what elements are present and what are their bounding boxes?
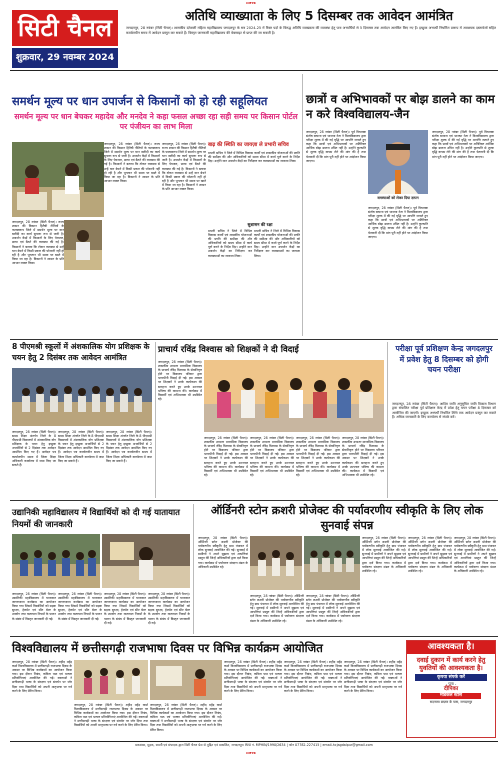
- paddy-box-title: बाढ़ की स्थिति का जायज़ा ले प्रभारी सचिव: [208, 142, 289, 148]
- footer-imprint: प्रकाशक, मुद्रक, स्वामी एवं संपादक द्वारा सिटी चैनल प्रेस से मुद्रित एवं प्रकाशित, जगदलपुर। RNI नं. MPHIN/1990/2634 | फोन 07782-227415 | email-hcjagdalpur@gmail.com: [135, 743, 373, 747]
- masthead-title: सिटी चैनल: [12, 10, 118, 46]
- students-body-col2: जगदलपुर, 28 नवंबर (सिटी चैनल)। पूर्व विधायक संतोष बाफना एवं भाजपा नेता ने विश्वविद्यालय द्वारा परीक्षा शुल्क में की गई वृद्धि पर आपत्ति जताते हुए कहा कि छात्रों एवं अभिभावकों पर अतिरिक्त आर्थिक बोझ डालना उचित नहीं है। उन्होंने कुलपति से शुल्क वृद्धि वापस लेने की मांग की है तथा चेतावनी दी कि मांग पूरी नहीं होने पर आंदोलन किया जाएगा।: [368, 206, 428, 239]
- classified-title: आवश्यकता है।: [407, 641, 495, 654]
- divider: [10, 70, 498, 71]
- college-photo-1: [12, 534, 100, 588]
- paddy-body-col2: जगदलपुर, 28 नवंबर (सिटी चैनल)। राज्य शासन की किसान हितैषी नीतियों के फलस्वरूप जिले में समर्थन मूल्य पर धान खरीदी का कार्य सुचारू रूप से जारी है। उपार्जन केंद्रों में किसानों के लिए पेयजल, छाया एवं बैठने की व्यवस्था की गई है। किसानों ने बताया कि टोकन व्यवस्था से उन्हें धान बेचने में किसी प्रकार की परेशानी नहीं हो रही है और भुगतान भी समय पर खाते में किया जा रहा है। किसानों ने शासन के प्रति आभार व्यक्त किया।: [104, 142, 160, 183]
- classified-line2: कृपया संपर्क करें: [415, 674, 487, 681]
- stone-headline: ऑर्डिनरी स्टोन क्रशरी प्रोजेक्ट की पर्यावरणीय स्वीकृति के लिए लोक सुनवाई संपन्न: [210, 504, 484, 532]
- paddy-headline: समर्थन मूल्य पर धान उपार्जन से किसानों को हो रही सहूलियत: [12, 94, 268, 108]
- divider: [10, 500, 498, 501]
- masthead-logo: [12, 10, 118, 68]
- stone-body-col6: जगदलपुर, 28 नवंबर (सिटी चैनल)। ऑर्डिनरी स्टोन क्रशरी प्रोजेक्ट की पर्यावरणीय स्वीकृति हेतु ग्राम पंचायत में लोक सुनवाई आयोजित की गई। सुनवाई में ग्रामीणों ने अपने सुझाव एवं आपत्तियां प्रस्तुत कीं जिन्हें अधिकारियों द्वारा दर्ज किया गया। कार्यक्रम में पर्यावरण संरक्षण मंडल के अधिकारी उपस्थित रहे।: [454, 536, 496, 573]
- divider: [302, 74, 303, 336]
- university-photo-2: [150, 660, 222, 700]
- principal-body-col3: जगदलपुर, 28 नवंबर (सिटी चैनल)। शासकीय उच्चतर माध्यमिक विद्यालय के प्राचार्य रविंद्र विश्वास के सेवानिवृत्त होने पर विद्यालय परिवार द्वारा भावभीनी विदाई दी गई। इस अवसर पर शिक्षकों ने उनके कार्यकाल की सराहना करते हुए उनके उज्ज्वल भविष्य की कामना की। कार्यक्रम में विद्यार्थी एवं अभिभावक भी उपस्थित रहे।: [250, 436, 294, 477]
- university-body-col6: जगदलपुर, 28 नवंबर (सिटी चैनल)। शहीद महेंद्र कर्मा विश्वविद्यालय में छत्तीसगढ़ी राजभाषा दिवस के अवसर पर विभिन्न कार्यक्रमों का आयोजन किया गया। इस दौरान निबंध, कविता पाठ एवं भाषण प्रतियोगिताएं आयोजित की गईं। वक्ताओं ने छत्तीसगढ़ी भाषा के संरक्षण एवं संवर्धन पर जोर दिया तथा विद्यार्थियों को अपनी मातृभाषा पर गर्व करने के लिए प्रेरित किया।: [344, 660, 402, 693]
- cmyk-mark-top: CMYK: [246, 1, 256, 5]
- students-headline: छात्रों व अभिभावकों पर बोझ डालने का काम न करे विश्वविद्यालय-जैन: [306, 92, 495, 121]
- divider: [387, 342, 388, 498]
- students-body-col1: जगदलपुर, 28 नवंबर (सिटी चैनल)। पूर्व विधायक संतोष बाफना एवं भाजपा नेता ने विश्वविद्यालय द्वारा परीक्षा शुल्क में की गई वृद्धि पर आपत्ति जताते हुए कहा कि छात्रों एवं अभिभावकों पर अतिरिक्त आर्थिक बोझ डालना उचित नहीं है। उन्होंने कुलपति से शुल्क वृद्धि वापस लेने की मांग की है तथा चेतावनी दी कि मांग पूरी नहीं होने पर आंदोलन किया जाएगा।: [306, 130, 366, 163]
- stone-photo-1: [250, 536, 302, 590]
- paddy-box-body-2: प्रभारी सचिव ने जिले में विभिन्न विकास कार्यों एवं शासकीय योजनाओं की प्रगति की समीक्षा की और अधिकारियों को समय सीमा में कार्य पूर्ण करने के निर्देश दिए। उन्होंने धान उपार्जन केंद्रों का निरीक्षण कर व्यवस्थाओं का जायजा लिया।: [208, 229, 252, 258]
- training-headline: 8 पीएमश्री स्कूलों में अंशकालिक योग प्रशिक्षक के चयन हेतु 2 दिसंबर तक आवेदन आमंत्रित: [12, 342, 150, 362]
- university-headline: विश्वविद्यालय में छत्तीसगढ़ी राजभाषा दिवस पर विभिन्न कार्यक्रम आयोजित: [12, 641, 323, 655]
- divider: [10, 636, 498, 637]
- cmyk-mark-bottom: CMYK: [246, 751, 256, 755]
- divider: [155, 342, 156, 498]
- paddy-body-col3: जगदलपुर, 28 नवंबर (सिटी चैनल)। राज्य शासन की किसान हितैषी नीतियों के फलस्वरूप जिले में समर्थन मूल्य पर धान खरीदी का कार्य सुचारू रूप से जारी है। उपार्जन केंद्रों में किसानों के लिए पेयजल, छाया एवं बैठने की व्यवस्था की गई है। किसानों ने बताया कि टोकन व्यवस्था से उन्हें धान बेचने में किसी प्रकार की परेशानी नहीं हो रही है और भुगतान भी समय पर खाते में किया जा रहा है। किसानों ने शासन के प्रति आभार व्यक्त किया।: [162, 142, 206, 192]
- training-photo: [12, 368, 152, 426]
- college-photo-2: [102, 534, 190, 588]
- training-body-col1: जगदलपुर, 28 नवंबर (सिटी चैनल)। समग्र शिक्षा अंतर्गत जिले के 8 पीएमश्री विद्यालयों में अंशकालिक योग प्रशिक्षक के चयन हेतु इच्छुक अभ्यर्थियों से 2 दिसंबर तक आवेदन आमंत्रित किए गए हैं। आवेदन पत्र कार्यालयीन समय में जिला शिक्षा अधिकारी कार्यालय में जमा किए जा सकते हैं।: [12, 430, 56, 467]
- college-body-col1: जगदलपुर, 28 नवंबर (सिटी चैनल)। उद्यानिकी महाविद्यालय में यातायात जागरूकता कार्यक्रम का आयोजन किया गया जिसमें विद्यार्थियों को सड़क सुरक्षा, हेलमेट एवं सीट बेल्ट के उपयोग तथा यातायात नियमों के पालन के संबंध में विस्तृत जानकारी दी गई।: [12, 592, 56, 621]
- principal-headline: प्राचार्य रविंद्र विश्वास को शिक्षकों ने दी विदाई: [158, 345, 299, 355]
- college-headline: उद्यानिकी महाविद्यालय में विद्यार्थियों को दी गई यातायात नियमों की जानकारी: [12, 507, 180, 529]
- paddy-photo-2: [64, 220, 102, 270]
- paddy-body-col1: जगदलपुर, 28 नवंबर (सिटी चैनल)। राज्य शासन की किसान हितैषी नीतियों के फलस्वरूप जिले में समर्थन मूल्य पर धान खरीदी का कार्य सुचारू रूप से जारी है। उपार्जन केंद्रों में किसानों के लिए पेयजल, छाया एवं बैठने की व्यवस्था की गई है। किसानों ने बताया कि टोकन व्यवस्था से उन्हें धान बेचने में किसी प्रकार की परेशानी नहीं हो रही है और भुगतान भी समय पर खाते में किया जा रहा है। किसानों ने शासन के प्रति आभार व्यक्त किया।: [12, 220, 64, 265]
- exam-headline: परीक्षा पूर्व प्रशिक्षण केन्द्र जगदलपुर में प्रवेश हेतु 8 दिसम्बर को होगी चयन परीक्षा: [395, 344, 493, 374]
- university-body-col3: जगदलपुर, 28 नवंबर (सिटी चैनल)। शहीद महेंद्र कर्मा विश्वविद्यालय में छत्तीसगढ़ी राजभाषा दिवस के अवसर पर विभिन्न कार्यक्रमों का आयोजन किया गया। इस दौरान निबंध, कविता पाठ एवं भाषण प्रतियोगिताएं आयोजित की गईं। वक्ताओं ने छत्तीसगढ़ी भाषा के संरक्षण एवं संवर्धन पर जोर दिया तथा विद्यार्थियों को अपनी मातृभाषा पर गर्व करने के लिए प्रेरित किया।: [150, 703, 222, 732]
- stone-body-col5: जगदलपुर, 28 नवंबर (सिटी चैनल)। ऑर्डिनरी स्टोन क्रशरी प्रोजेक्ट की पर्यावरणीय स्वीकृति हेतु ग्राम पंचायत में लोक सुनवाई आयोजित की गई। सुनवाई में ग्रामीणों ने अपने सुझाव एवं आपत्तियां प्रस्तुत कीं जिन्हें अधिकारियों द्वारा दर्ज किया गया। कार्यक्रम में पर्यावरण संरक्षण मंडल के अधिकारी उपस्थित रहे।: [408, 536, 452, 573]
- university-photo-1: [74, 660, 148, 700]
- stone-body-col3: जगदलपुर, 28 नवंबर (सिटी चैनल)। ऑर्डिनरी स्टोन क्रशरी प्रोजेक्ट की पर्यावरणीय स्वीकृति हेतु ग्राम पंचायत में लोक सुनवाई आयोजित की गई। सुनवाई में ग्रामीणों ने अपने सुझाव एवं आपत्तियां प्रस्तुत कीं जिन्हें अधिकारियों द्वारा दर्ज किया गया। कार्यक्रम में पर्यावरण संरक्षण मंडल के अधिकारी उपस्थित रहे।: [306, 594, 360, 623]
- stone-body-col2: जगदलपुर, 28 नवंबर (सिटी चैनल)। ऑर्डिनरी स्टोन क्रशरी प्रोजेक्ट की पर्यावरणीय स्वीकृति हेतु ग्राम पंचायत में लोक सुनवाई आयोजित की गई। सुनवाई में ग्रामीणों ने अपने सुझाव एवं आपत्तियां प्रस्तुत कीं जिन्हें अधिकारियों द्वारा दर्ज किया गया। कार्यक्रम में पर्यावरण संरक्षण मंडल के अधिकारी उपस्थित रहे।: [250, 594, 304, 623]
- students-caption: समस्याओं को लेकर दिया ज्ञापन: [377, 196, 419, 200]
- paddy-photo-1: [12, 142, 104, 217]
- students-portrait: [368, 130, 428, 194]
- divider: [193, 504, 194, 634]
- top-story-body: जगदलपुर, 28 नवंबर (सिटी चैनल)। शासकीय दंतेश्वरी महिला महाविद्यालय जगदलपुर के सत्र 2024-25 में रिक्त पदों के विरुद्ध अतिथि व्याख्याता की व्यवस्था हेतु पात्र अभ्यर्थियों से 5 दिसम्बर तक आवेदन आमंत्रित किए गए हैं। इच्छुक अभ्यर्थी निर्धारित प्रारूप में आवश्यक दस्तावेजों सहित कार्यालयीन समय में आवेदन प्रस्तुत कर सकते हैं। विस्तृत जानकारी महाविद्यालय की वेबसाइट से प्राप्त की जा सकती है।: [126, 26, 496, 35]
- divider: [10, 741, 498, 742]
- university-body-col4: जगदलपुर, 28 नवंबर (सिटी चैनल)। शहीद महेंद्र कर्मा विश्वविद्यालय में छत्तीसगढ़ी राजभाषा दिवस के अवसर पर विभिन्न कार्यक्रमों का आयोजन किया गया। इस दौरान निबंध, कविता पाठ एवं भाषण प्रतियोगिताएं आयोजित की गईं। वक्ताओं ने छत्तीसगढ़ी भाषा के संरक्षण एवं संवर्धन पर जोर दिया तथा विद्यार्थियों को अपनी मातृभाषा पर गर्व करने के लिए प्रेरित किया।: [224, 660, 282, 693]
- masthead-date: शुक्रवार, 29 नवम्बर 2024: [12, 48, 118, 68]
- university-body-col5: जगदलपुर, 28 नवंबर (सिटी चैनल)। शहीद महेंद्र कर्मा विश्वविद्यालय में छत्तीसगढ़ी राजभाषा दिवस के अवसर पर विभिन्न कार्यक्रमों का आयोजन किया गया। इस दौरान निबंध, कविता पाठ एवं भाषण प्रतियोगिताएं आयोजित की गईं। वक्ताओं ने छत्तीसगढ़ी भाषा के संरक्षण एवं संवर्धन पर जोर दिया तथा विद्यार्थियों को अपनी मातृभाषा पर गर्व करने के लिए प्रेरित किया।: [284, 660, 342, 693]
- classified-line4: दीपिका: [443, 686, 459, 692]
- college-body-col2: जगदलपुर, 28 नवंबर (सिटी चैनल)। उद्यानिकी महाविद्यालय में यातायात जागरूकता कार्यक्रम का आयोजन किया गया जिसमें विद्यार्थियों को सड़क सुरक्षा, हेलमेट एवं सीट बेल्ट के उपयोग तथा यातायात नियमों के पालन के संबंध में विस्तृत जानकारी दी गई।: [58, 592, 102, 621]
- classified-line6: सदनामा बाज़ार के पास, जगदलपुर: [429, 699, 473, 704]
- exam-body: जगदलपुर, 28 नवंबर (सिटी चैनल)। आदिम जाति अनुसूचित जाति विकास विभाग द्वारा संचालित परीक्षा पूर्व प्रशिक्षण केन्द्र में प्रवेश हेतु चयन परीक्षा 8 दिसम्बर को आयोजित की जाएगी। इच्छुक अभ्यर्थी निर्धारित तिथि तक आवेदन प्रस्तुत कर सकते हैं। अधिक जानकारी के लिए कार्यालय से संपर्क करें।: [392, 402, 496, 420]
- stone-photo-2: [304, 536, 360, 590]
- training-body-col3: जगदलपुर, 28 नवंबर (सिटी चैनल)। समग्र शिक्षा अंतर्गत जिले के 8 पीएमश्री विद्यालयों में अंशकालिक योग प्रशिक्षक के चयन हेतु इच्छुक अभ्यर्थियों से 2 दिसंबर तक आवेदन आमंत्रित किए गए हैं। आवेदन पत्र कार्यालयीन समय में जिला शिक्षा अधिकारी कार्यालय में जमा किए जा सकते हैं।: [106, 430, 152, 463]
- classified-line5: मेडिकल स्टोर्स: [421, 693, 481, 699]
- paddy-box-body: प्रभारी सचिव ने जिले में विभिन्न विकास कार्यों एवं शासकीय योजनाओं की प्रगति की समीक्षा की और अधिकारियों को समय सीमा में कार्य पूर्ण करने के निर्देश दिए। उन्होंने धान उपार्जन केंद्रों का निरीक्षण कर व्यवस्थाओं का जायजा लिया।: [208, 151, 300, 164]
- classified-line1: दवाई दुकान में कार्य करने हेतु युवतियों की आवश्यकता है।: [416, 656, 486, 672]
- stone-body-col1: जगदलपुर, 28 नवंबर (सिटी चैनल)। ऑर्डिनरी स्टोन क्रशरी प्रोजेक्ट की पर्यावरणीय स्वीकृति हेतु ग्राम पंचायत में लोक सुनवाई आयोजित की गई। सुनवाई में ग्रामीणों ने अपने सुझाव एवं आपत्तियां प्रस्तुत कीं जिन्हें अधिकारियों द्वारा दर्ज किया गया। कार्यक्रम में पर्यावरण संरक्षण मंडल के अधिकारी उपस्थित रहे।: [198, 536, 248, 569]
- classified-ad: [406, 640, 496, 738]
- paddy-subhead: समर्थन मूल्य पर धान बेचकर महादेव और मनदेव ने कहा फसल अच्छा रहा सही समय पर किसान पोर्टल पर पंजीयन का लाभ मिला: [14, 112, 298, 131]
- principal-body-col1: जगदलपुर, 28 नवंबर (सिटी चैनल)। शासकीय उच्चतर माध्यमिक विद्यालय के प्राचार्य रविंद्र विश्वास के सेवानिवृत्त होने पर विद्यालय परिवार द्वारा भावभीनी विदाई दी गई। इस अवसर पर शिक्षकों ने उनके कार्यकाल की सराहना करते हुए उनके उज्ज्वल भविष्य की कामना की। कार्यक्रम में विद्यार्थी एवं अभिभावक भी उपस्थित रहे।: [158, 360, 202, 401]
- university-body-col1: जगदलपुर, 28 नवंबर (सिटी चैनल)। शहीद महेंद्र कर्मा विश्वविद्यालय में छत्तीसगढ़ी राजभाषा दिवस के अवसर पर विभिन्न कार्यक्रमों का आयोजन किया गया। इस दौरान निबंध, कविता पाठ एवं भाषण प्रतियोगिताएं आयोजित की गईं। वक्ताओं ने छत्तीसगढ़ी भाषा के संरक्षण एवं संवर्धन पर जोर दिया तथा विद्यार्थियों को अपनी मातृभाषा पर गर्व करने के लिए प्रेरित किया।: [12, 660, 72, 693]
- college-body-col4: जगदलपुर, 28 नवंबर (सिटी चैनल)। उद्यानिकी महाविद्यालय में यातायात जागरूकता कार्यक्रम का आयोजन किया गया जिसमें विद्यार्थियों को सड़क सुरक्षा, हेलमेट एवं सीट बेल्ट के उपयोग तथा यातायात नियमों के पालन के संबंध में विस्तृत जानकारी दी गई।: [148, 592, 190, 625]
- stone-body-col4: जगदलपुर, 28 नवंबर (सिटी चैनल)। ऑर्डिनरी स्टोन क्रशरी प्रोजेक्ट की पर्यावरणीय स्वीकृति हेतु ग्राम पंचायत में लोक सुनवाई आयोजित की गई। सुनवाई में ग्रामीणों ने अपने सुझाव एवं आपत्तियां प्रस्तुत कीं जिन्हें अधिकारियों द्वारा दर्ज किया गया। कार्यक्रम में पर्यावरण संरक्षण मंडल के अधिकारी उपस्थित रहे।: [362, 536, 406, 573]
- university-body-col2: जगदलपुर, 28 नवंबर (सिटी चैनल)। शहीद महेंद्र कर्मा विश्वविद्यालय में छत्तीसगढ़ी राजभाषा दिवस के अवसर पर विभिन्न कार्यक्रमों का आयोजन किया गया। इस दौरान निबंध, कविता पाठ एवं भाषण प्रतियोगिताएं आयोजित की गईं। वक्ताओं ने छत्तीसगढ़ी भाषा के संरक्षण एवं संवर्धन पर जोर दिया तथा विद्यार्थियों को अपनी मातृभाषा पर गर्व करने के लिए प्रेरित किया।: [74, 703, 148, 728]
- students-body-col3: जगदलपुर, 28 नवंबर (सिटी चैनल)। पूर्व विधायक संतोष बाफना एवं भाजपा नेता ने विश्वविद्यालय द्वारा परीक्षा शुल्क में की गई वृद्धि पर आपत्ति जताते हुए कहा कि छात्रों एवं अभिभावकों पर अतिरिक्त आर्थिक बोझ डालना उचित नहीं है। उन्होंने कुलपति से शुल्क वृद्धि वापस लेने की मांग की है तथा चेतावनी दी कि मांग पूरी नहीं होने पर आंदोलन किया जाएगा।: [432, 130, 494, 159]
- principal-body-col5: जगदलपुर, 28 नवंबर (सिटी चैनल)। शासकीय उच्चतर माध्यमिक विद्यालय के प्राचार्य रविंद्र विश्वास के सेवानिवृत्त होने पर विद्यालय परिवार द्वारा भावभीनी विदाई दी गई। इस अवसर पर शिक्षकों ने उनके कार्यकाल की सराहना करते हुए उनके उज्ज्वल भविष्य की कामना की। कार्यक्रम में विद्यार्थी एवं अभिभावक भी उपस्थित रहे।: [342, 436, 384, 477]
- principal-photo: [204, 360, 384, 432]
- principal-body-col4: जगदलपुर, 28 नवंबर (सिटी चैनल)। शासकीय उच्चतर माध्यमिक विद्यालय के प्राचार्य रविंद्र विश्वास के सेवानिवृत्त होने पर विद्यालय परिवार द्वारा भावभीनी विदाई दी गई। इस अवसर पर शिक्षकों ने उनके कार्यकाल की सराहना करते हुए उनके उज्ज्वल भविष्य की कामना की। कार्यक्रम में विद्यार्थी एवं अभिभावक भी उपस्थित रहे।: [296, 436, 340, 477]
- training-body-col2: जगदलपुर, 28 नवंबर (सिटी चैनल)। समग्र शिक्षा अंतर्गत जिले के 8 पीएमश्री विद्यालयों में अंशकालिक योग प्रशिक्षक के चयन हेतु इच्छुक अभ्यर्थियों से 2 दिसंबर तक आवेदन आमंत्रित किए गए हैं। आवेदन पत्र कार्यालयीन समय में जिला शिक्षा अधिकारी कार्यालय में जमा किए जा सकते हैं।: [58, 430, 104, 463]
- paddy-box-body-3: प्रभारी सचिव ने जिले में विभिन्न विकास कार्यों एवं शासकीय योजनाओं की प्रगति की समीक्षा की और अधिकारियों को समय सीमा में कार्य पूर्ण करने के निर्देश दिए। उन्होंने धान उपार्जन केंद्रों का निरीक्षण कर व्यवस्थाओं का जायजा लिया।: [254, 229, 300, 258]
- classified-line3: - पता -: [445, 681, 457, 686]
- divider: [10, 339, 498, 340]
- top-story-headline: अतिथि व्याख्याता के लिए 5 दिसम्बर तक आवेदन आमंत्रित: [185, 8, 453, 23]
- principal-body-col2: जगदलपुर, 28 नवंबर (सिटी चैनल)। शासकीय उच्चतर माध्यमिक विद्यालय के प्राचार्य रविंद्र विश्वास के सेवानिवृत्त होने पर विद्यालय परिवार द्वारा भावभीनी विदाई दी गई। इस अवसर पर शिक्षकों ने उनके कार्यकाल की सराहना करते हुए उनके उज्ज्वल भविष्य की कामना की। कार्यक्रम में विद्यार्थी एवं अभिभावक भी उपस्थित रहे।: [204, 436, 248, 477]
- college-body-col3: जगदलपुर, 28 नवंबर (सिटी चैनल)। उद्यानिकी महाविद्यालय में यातायात जागरूकता कार्यक्रम का आयोजन किया गया जिसमें विद्यार्थियों को सड़क सुरक्षा, हेलमेट एवं सीट बेल्ट के उपयोग तथा यातायात नियमों के पालन के संबंध में विस्तृत जानकारी दी गई।: [104, 592, 146, 625]
- paddy-box-sub: सुशासन की रक्षा: [247, 222, 273, 227]
